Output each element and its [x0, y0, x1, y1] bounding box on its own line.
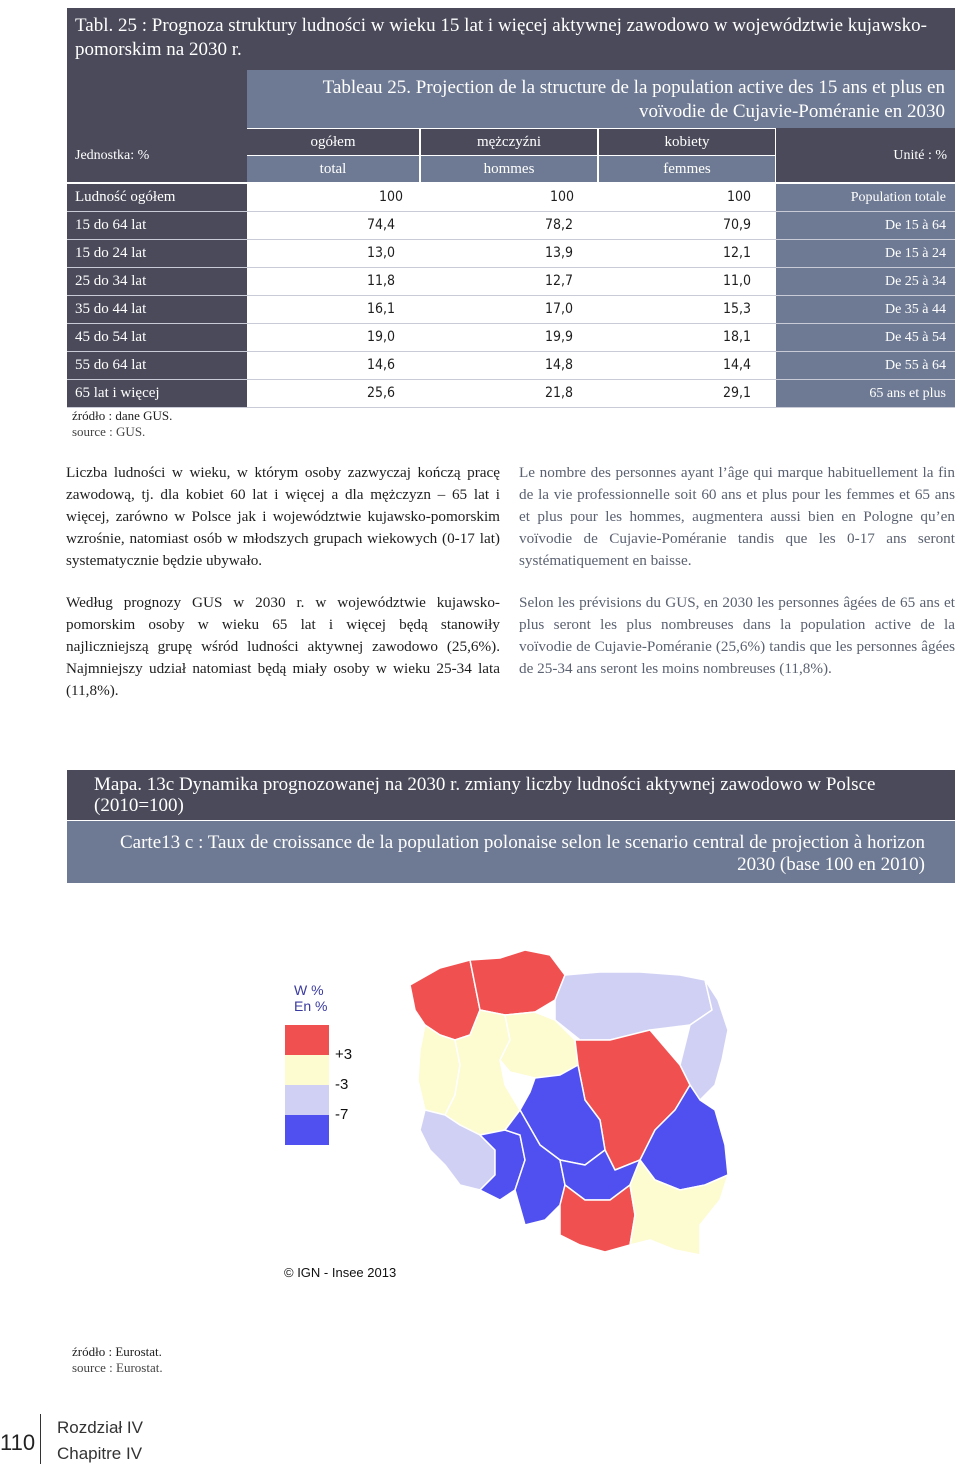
- legend-label: +3: [335, 1046, 353, 1063]
- legend-title-fr: En %: [294, 998, 328, 1014]
- cell-men: 21,8: [544, 385, 573, 401]
- col-header-total-fr: total: [247, 156, 419, 182]
- map-source-pl: źródło : Eurostat.: [72, 1344, 162, 1359]
- paragraph-1-fr: Le nombre des personnes ayant l’âge qui marque habituellement la fin de la vie professionnelle soit 60 ans et plus pour les femmes et 65 ans et plus pour les hommes, augmentera aussi bien en Pologne qu’en voïvodie de Cujavie-Poméranie tandis que les 0-17 ans seront systématiquement en baisse.: [519, 464, 955, 569]
- cell-men: 100: [549, 189, 574, 205]
- col-header-women-pl: kobiety: [599, 129, 775, 155]
- row-label-fr: 65 ans et plus: [776, 380, 955, 407]
- row-label-fr: De 55 à 64: [776, 352, 955, 379]
- col-header-women-fr: femmes: [599, 156, 775, 182]
- cell-women: 100: [726, 189, 751, 205]
- cell-women: 70,9: [722, 217, 751, 233]
- cell-men: 17,0: [544, 301, 573, 317]
- page-number: 110: [0, 1430, 36, 1455]
- cell-total: 25,6: [366, 385, 395, 401]
- table-row: [67, 268, 955, 296]
- chapter-label-fr: Chapitre IV: [57, 1444, 143, 1463]
- row-label-pl: 45 do 54 lat: [67, 324, 247, 351]
- row-label-fr: De 15 à 64: [776, 212, 955, 239]
- table-source-pl: źródło : dane GUS.: [72, 408, 173, 423]
- map-copyright: © IGN - Insee 2013: [284, 1265, 397, 1280]
- row-label-fr: De 45 à 54: [776, 324, 955, 351]
- col-header-men-fr: hommes: [421, 156, 597, 182]
- cell-men: 19,9: [544, 329, 573, 345]
- table-row: [67, 296, 955, 324]
- cell-women: 18,1: [722, 329, 751, 345]
- row-label-pl: 35 do 44 lat: [67, 296, 247, 323]
- legend-swatch-lavender: [285, 1085, 329, 1115]
- cell-total: 14,6: [366, 357, 395, 373]
- map-source-fr: source : Eurostat.: [72, 1360, 163, 1375]
- region-zachodniopomorskie: [410, 960, 480, 1040]
- cell-men: 12,7: [544, 273, 573, 289]
- table-row: [67, 352, 955, 380]
- legend-label: -7: [335, 1106, 349, 1123]
- table-row: [67, 212, 955, 240]
- paragraph-2-fr: Selon les prévisions du GUS, en 2030 les personnes âgées de 65 ans et plus seront les plus nombreuses dans la population active de la voïvodie de Cujavie-Poméranie (25,6%) tandis que les personnes âgées de 25-34 ans seront les moins nombreuses (11,8%).: [519, 594, 955, 677]
- table-header-left-block: [67, 70, 247, 182]
- poland-map: [380, 940, 760, 1260]
- table-row: [67, 184, 955, 212]
- cell-women: 12,1: [722, 245, 751, 261]
- row-label-fr: De 25 à 34: [776, 268, 955, 295]
- row-label-pl: 55 do 64 lat: [67, 352, 247, 379]
- cell-total: 100: [378, 189, 403, 205]
- legend-swatch-blue: [285, 1115, 329, 1145]
- col-header-men-pl: mężczyźni: [421, 129, 597, 155]
- cell-total: 13,0: [366, 245, 395, 261]
- table-source-fr: source : GUS.: [72, 424, 146, 439]
- chapter-label-pl: Rozdział IV: [57, 1418, 143, 1437]
- row-label-fr: De 15 à 24: [776, 240, 955, 267]
- table-row: [67, 240, 955, 268]
- row-label-fr: Population totale: [776, 184, 955, 211]
- legend-swatch-cream: [285, 1055, 329, 1085]
- col-header-total-pl: ogółem: [247, 129, 419, 155]
- region-pomorskie: [470, 950, 565, 1015]
- table-unit-pl: Jednostka: %: [75, 148, 150, 163]
- row-label-pl: 15 do 24 lat: [67, 240, 247, 267]
- table-row: [67, 380, 955, 408]
- cell-total: 74,4: [366, 217, 395, 233]
- legend-label: -3: [335, 1076, 349, 1093]
- table-title-pl: Tabl. 25 : Prognoza struktury ludności w wieku 15 lat i więcej aktywnej zawodowo w województwie kujawsko-pomorskim na 2030 r.: [67, 8, 955, 70]
- legend-swatch-red: [285, 1025, 329, 1055]
- row-label-pl: 15 do 64 lat: [67, 212, 247, 239]
- cell-women: 29,1: [722, 385, 751, 401]
- row-label-fr: De 35 à 44: [776, 296, 955, 323]
- table-row: [67, 324, 955, 352]
- map-title-pl: Mapa. 13c Dynamika prognozowanej na 2030 r. zmiany liczby ludności aktywnej zawodowo w Polsce (2010=100): [67, 770, 955, 820]
- cell-women: 14,4: [722, 357, 751, 373]
- map-title-fr: Carte13 c : Taux de croissance de la population polonaise selon le scenario central de projection à horizon 2030 (base 100 en 2010): [67, 821, 955, 883]
- cell-total: 16,1: [366, 301, 395, 317]
- row-label-pl: Ludność ogółem: [67, 184, 247, 211]
- cell-men: 13,9: [544, 245, 573, 261]
- cell-men: 78,2: [544, 217, 573, 233]
- cell-total: 19,0: [366, 329, 395, 345]
- cell-men: 14,8: [544, 357, 573, 373]
- row-label-pl: 65 lat i więcej: [67, 380, 247, 407]
- cell-total: 11,8: [366, 273, 395, 289]
- footer-divider: [40, 1414, 41, 1464]
- cell-women: 11,0: [722, 273, 751, 289]
- legend-title-pl: W %: [294, 982, 324, 998]
- row-label-pl: 25 do 34 lat: [67, 268, 247, 295]
- legend-title: [294, 982, 327, 1014]
- paragraph-1-pl: Liczba ludności w wieku, w którym osoby zazwyczaj kończą pracę zawodową, tj. dla kobiet 60 lat i więcej a dla mężczyzn – 65 lat i więcej, zarówno w Polsce jak i województwie kujawsko-pomorskim wzrośnie, natomiast osób w młodszych grupach wiekowych (0-17 lat) systematycznie będzie ubywało.: [66, 464, 500, 569]
- cell-women: 15,3: [722, 301, 751, 317]
- table-title-fr: Tableau 25. Projection de la structure de la population active des 15 ans et plus en voïvodie de Cujavie-Poméranie en 2030: [247, 70, 955, 128]
- paragraph-2-pl: Według prognozy GUS w 2030 r. w województwie kujawsko-pomorskim osoby w wieku 65 lat i więcej będą stanowiły najliczniejszą grupę wśród ludności aktywnej zawodowo (25,6%). Najmniejszy udział natomiast będą miały osoby w wieku 25-34 lata (11,8%).: [66, 594, 500, 699]
- table-unit-fr: Unité : %: [893, 148, 947, 163]
